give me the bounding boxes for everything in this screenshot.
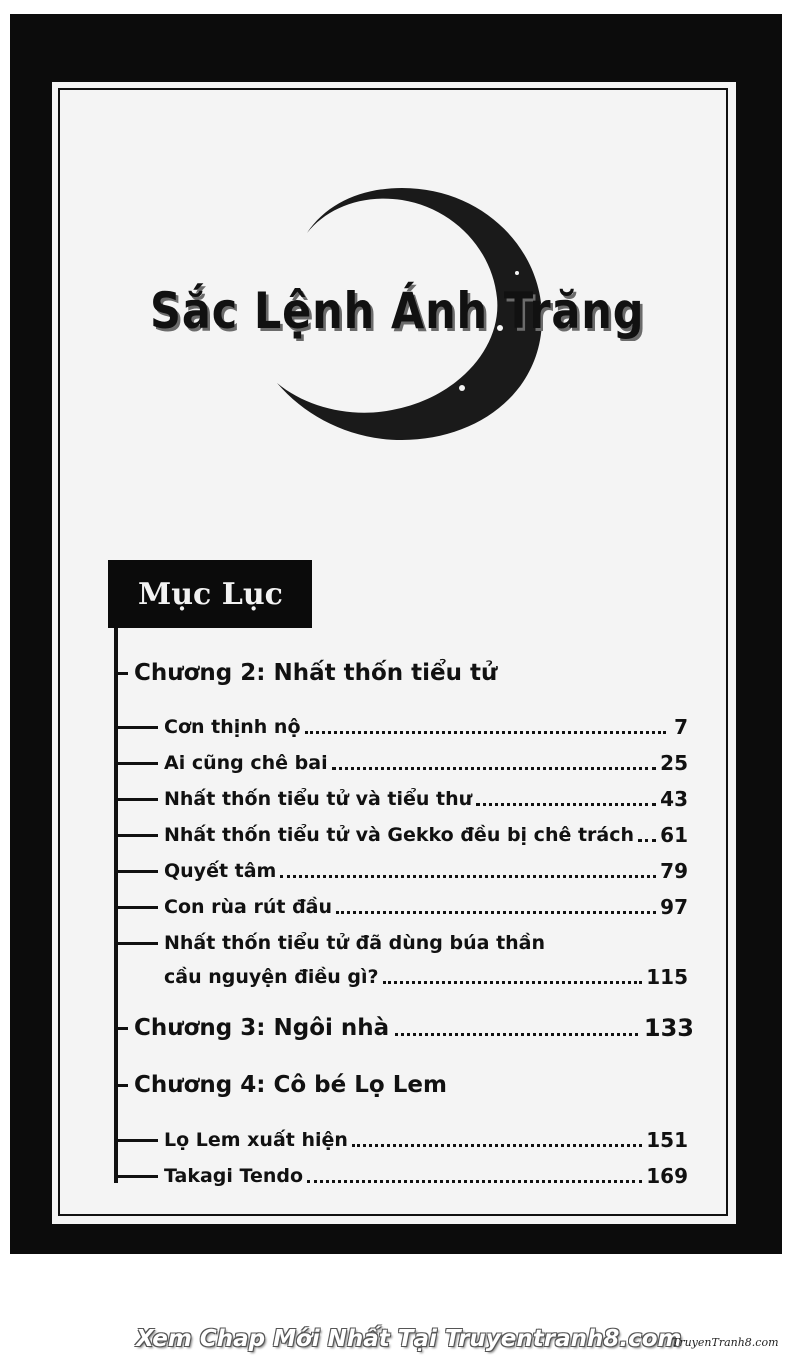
entry-label: Nhất thốn tiểu tử đã dùng búa thần <box>164 932 546 954</box>
tree-branch <box>114 798 158 801</box>
dot-leader <box>395 1021 638 1036</box>
dot-leader <box>305 721 666 734</box>
site-logo: TruyenTranh8.com <box>672 1336 779 1349</box>
content-page <box>52 82 736 1224</box>
entry-label: Nhất thốn tiểu tử và Gekko đều bị chê trách <box>164 824 635 846</box>
page-number: 43 <box>660 787 688 811</box>
toc-entry <box>114 748 688 778</box>
page-number: 7 <box>674 715 688 739</box>
tree-branch <box>114 1139 158 1142</box>
chapter-2 <box>114 657 694 689</box>
tree-branch <box>114 942 158 945</box>
entry-label: Takagi Tendo <box>164 1165 304 1187</box>
chapter-label: Chương 4: Cô bé Lọ Lem <box>134 1072 447 1098</box>
dot-leader <box>336 901 656 914</box>
toc-entry <box>114 820 688 850</box>
tree-branch <box>114 834 158 837</box>
tree-branch <box>114 1084 128 1087</box>
dot-leader <box>383 971 643 984</box>
page-number: 97 <box>660 895 688 919</box>
page-number: 151 <box>646 1128 688 1152</box>
toc-entry <box>114 784 688 814</box>
toc-entry <box>114 892 688 922</box>
page-number: 79 <box>660 859 688 883</box>
watermark-footer <box>0 1324 800 1360</box>
toc-entry <box>114 928 688 958</box>
chapter-label: Chương 3: Ngôi nhà <box>134 1015 390 1041</box>
entry-label: cầu nguyện điều gì? <box>164 966 379 988</box>
page-frame <box>10 14 782 1254</box>
entry-label: Cơn thịnh nộ <box>164 716 301 738</box>
tree-branch <box>114 1027 128 1030</box>
entry-label: Quyết tâm <box>164 860 277 882</box>
dot-leader <box>352 1134 642 1147</box>
toc-header: Mục Lục <box>108 560 312 628</box>
dot-leader <box>280 865 656 878</box>
chapter-3 <box>114 1012 694 1044</box>
toc-entry <box>114 712 688 742</box>
tree-branch <box>114 906 158 909</box>
toc-entry <box>114 1125 688 1155</box>
tree-branch <box>114 1175 158 1178</box>
toc-entry <box>114 1161 688 1191</box>
toc-entry <box>114 856 688 886</box>
tree-branch <box>114 870 158 873</box>
entry-label: Lọ Lem xuất hiện <box>164 1129 348 1151</box>
page-number: 133 <box>643 1014 694 1042</box>
toc-entry-continued <box>114 962 688 992</box>
tree-branch <box>114 672 128 675</box>
page-number: 169 <box>646 1164 688 1188</box>
book-title: Sắc Lệnh Ánh Trăng <box>150 282 645 340</box>
page-number: 115 <box>646 965 688 989</box>
entry-label: Ai cũng chê bai <box>164 752 328 774</box>
entry-label: Con rùa rút đầu <box>164 896 333 918</box>
dot-leader <box>307 1170 642 1183</box>
watermark-text: Xem Chap Mới Nhất Tại Truyentranh8.com <box>136 1326 682 1352</box>
dot-leader <box>638 829 656 842</box>
tree-branch <box>114 726 158 729</box>
dot-leader <box>476 793 656 806</box>
entry-label: Nhất thốn tiểu tử và tiểu thư <box>164 788 473 810</box>
page-number: 61 <box>660 823 688 847</box>
tree-branch <box>114 762 158 765</box>
chapter-4 <box>114 1069 694 1101</box>
dot-leader <box>332 757 657 770</box>
chapter-label: Chương 2: Nhất thốn tiểu tử <box>134 660 498 686</box>
page-number: 25 <box>660 751 688 775</box>
